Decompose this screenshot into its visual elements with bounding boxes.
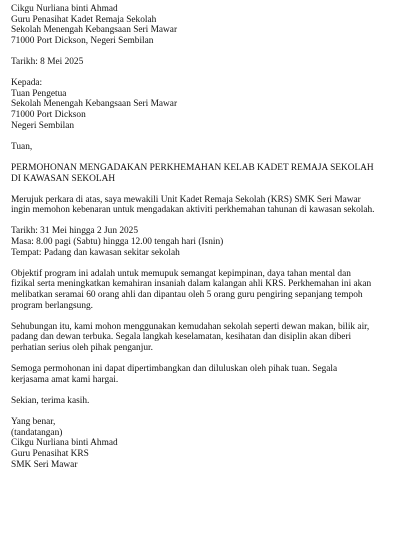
subject-line-2: DI KAWASAN SEKOLAH [11,173,116,184]
event-details [11,226,403,258]
intro-line-2: ingin memohon kebenaran untuk mengadakan aktiviti perkhemahan tahunan di kawasan sekolah. [11,205,375,216]
signature-placeholder: (tandatangan) [11,427,63,438]
sender-school: Sekolah Menengah Kebangsaan Seri Mawar [11,25,178,36]
facilities-line-2: padang dan dewan terbuka. Segala langkah keselamatan, kesihatan dan disiplin akan diberi [11,332,352,343]
objective-line-4: program berlangsung. [11,300,93,311]
recipient-postcode-city: 71000 Port Dickson [11,109,86,120]
recipient-state: Negeri Sembilan [11,120,75,131]
sender-address: 71000 Port Dickson, Negeri Sembilan [11,35,154,46]
signoff-school: SMK Seri Mawar [11,459,78,470]
intro-line-1: Merujuk perkara di atas, saya mewakili Unit Kadet Remaja Sekolah (KRS) SMK Seri Mawar [11,194,361,205]
sender-block [11,4,403,46]
recipient-title: Tuan Pengetua [11,88,67,99]
hope-paragraph [11,364,403,385]
salutation: Tuan, [11,141,33,152]
objective-line-2: fizikal serta meningkatkan kemahiran insaniah dalam kalangan ahli KRS. Perkhemahan ini akan [11,279,372,290]
subject-heading [11,163,403,184]
intro-paragraph [11,195,403,216]
recipient-school: Sekolah Menengah Kebangsaan Seri Mawar [11,99,178,110]
subject-line-1: PERMOHONAN MENGADAKAN PERKHEMAHAN KELAB KADET REMAJA SEKOLAH [11,162,374,173]
event-venue: Tempat: Padang dan kawasan sekitar sekolah [11,247,180,258]
signoff-name: Cikgu Nurliana binti Ahmad [11,438,118,449]
closing-line: Sekian, terima kasih. [11,395,90,406]
facilities-paragraph [11,322,403,354]
recipient-block [11,78,403,131]
signoff-block [11,417,403,470]
signoff-position: Guru Penasihat KRS [11,448,89,459]
facilities-line-1: Sehubungan itu, kami mohon menggunakan kemudahan sekolah seperti dewan makan, bilik air, [11,321,370,332]
facilities-line-3: perhatian serius oleh pihak penganjur. [11,343,153,353]
objective-line-1: Objektif program ini adalah untuk memupuk semangat kepimpinan, daya tahan mental dan [11,268,351,279]
event-date: Tarikh: 31 Mei hingga 2 Jun 2025 [11,226,139,237]
event-time: Masa: 8.00 pagi (Sabtu) hingga 12.00 tengah hari (Isnin) [11,237,224,248]
hope-line-1: Semoga permohonan ini dapat dipertimbangkan dan diluluskan oleh pihak tuan. Segala [11,364,338,375]
letter-date: Tarikh: 8 Mei 2025 [11,56,84,67]
sender-position: Guru Penasihat Kadet Remaja Sekolah [11,14,157,25]
objective-line-3: melibatkan seramai 60 orang ahli dan dipantau oleh 5 orang guru pengiring sepanjang tempoh [11,290,363,301]
objective-paragraph [11,269,403,311]
signoff-regards: Yang benar, [11,417,56,428]
hope-line-2: kerjasama amat kami hargai. [11,374,119,385]
letter-page [11,4,403,470]
recipient-label: Kepada: [11,78,43,89]
sender-name: Cikgu Nurliana binti Ahmad [11,4,118,14]
